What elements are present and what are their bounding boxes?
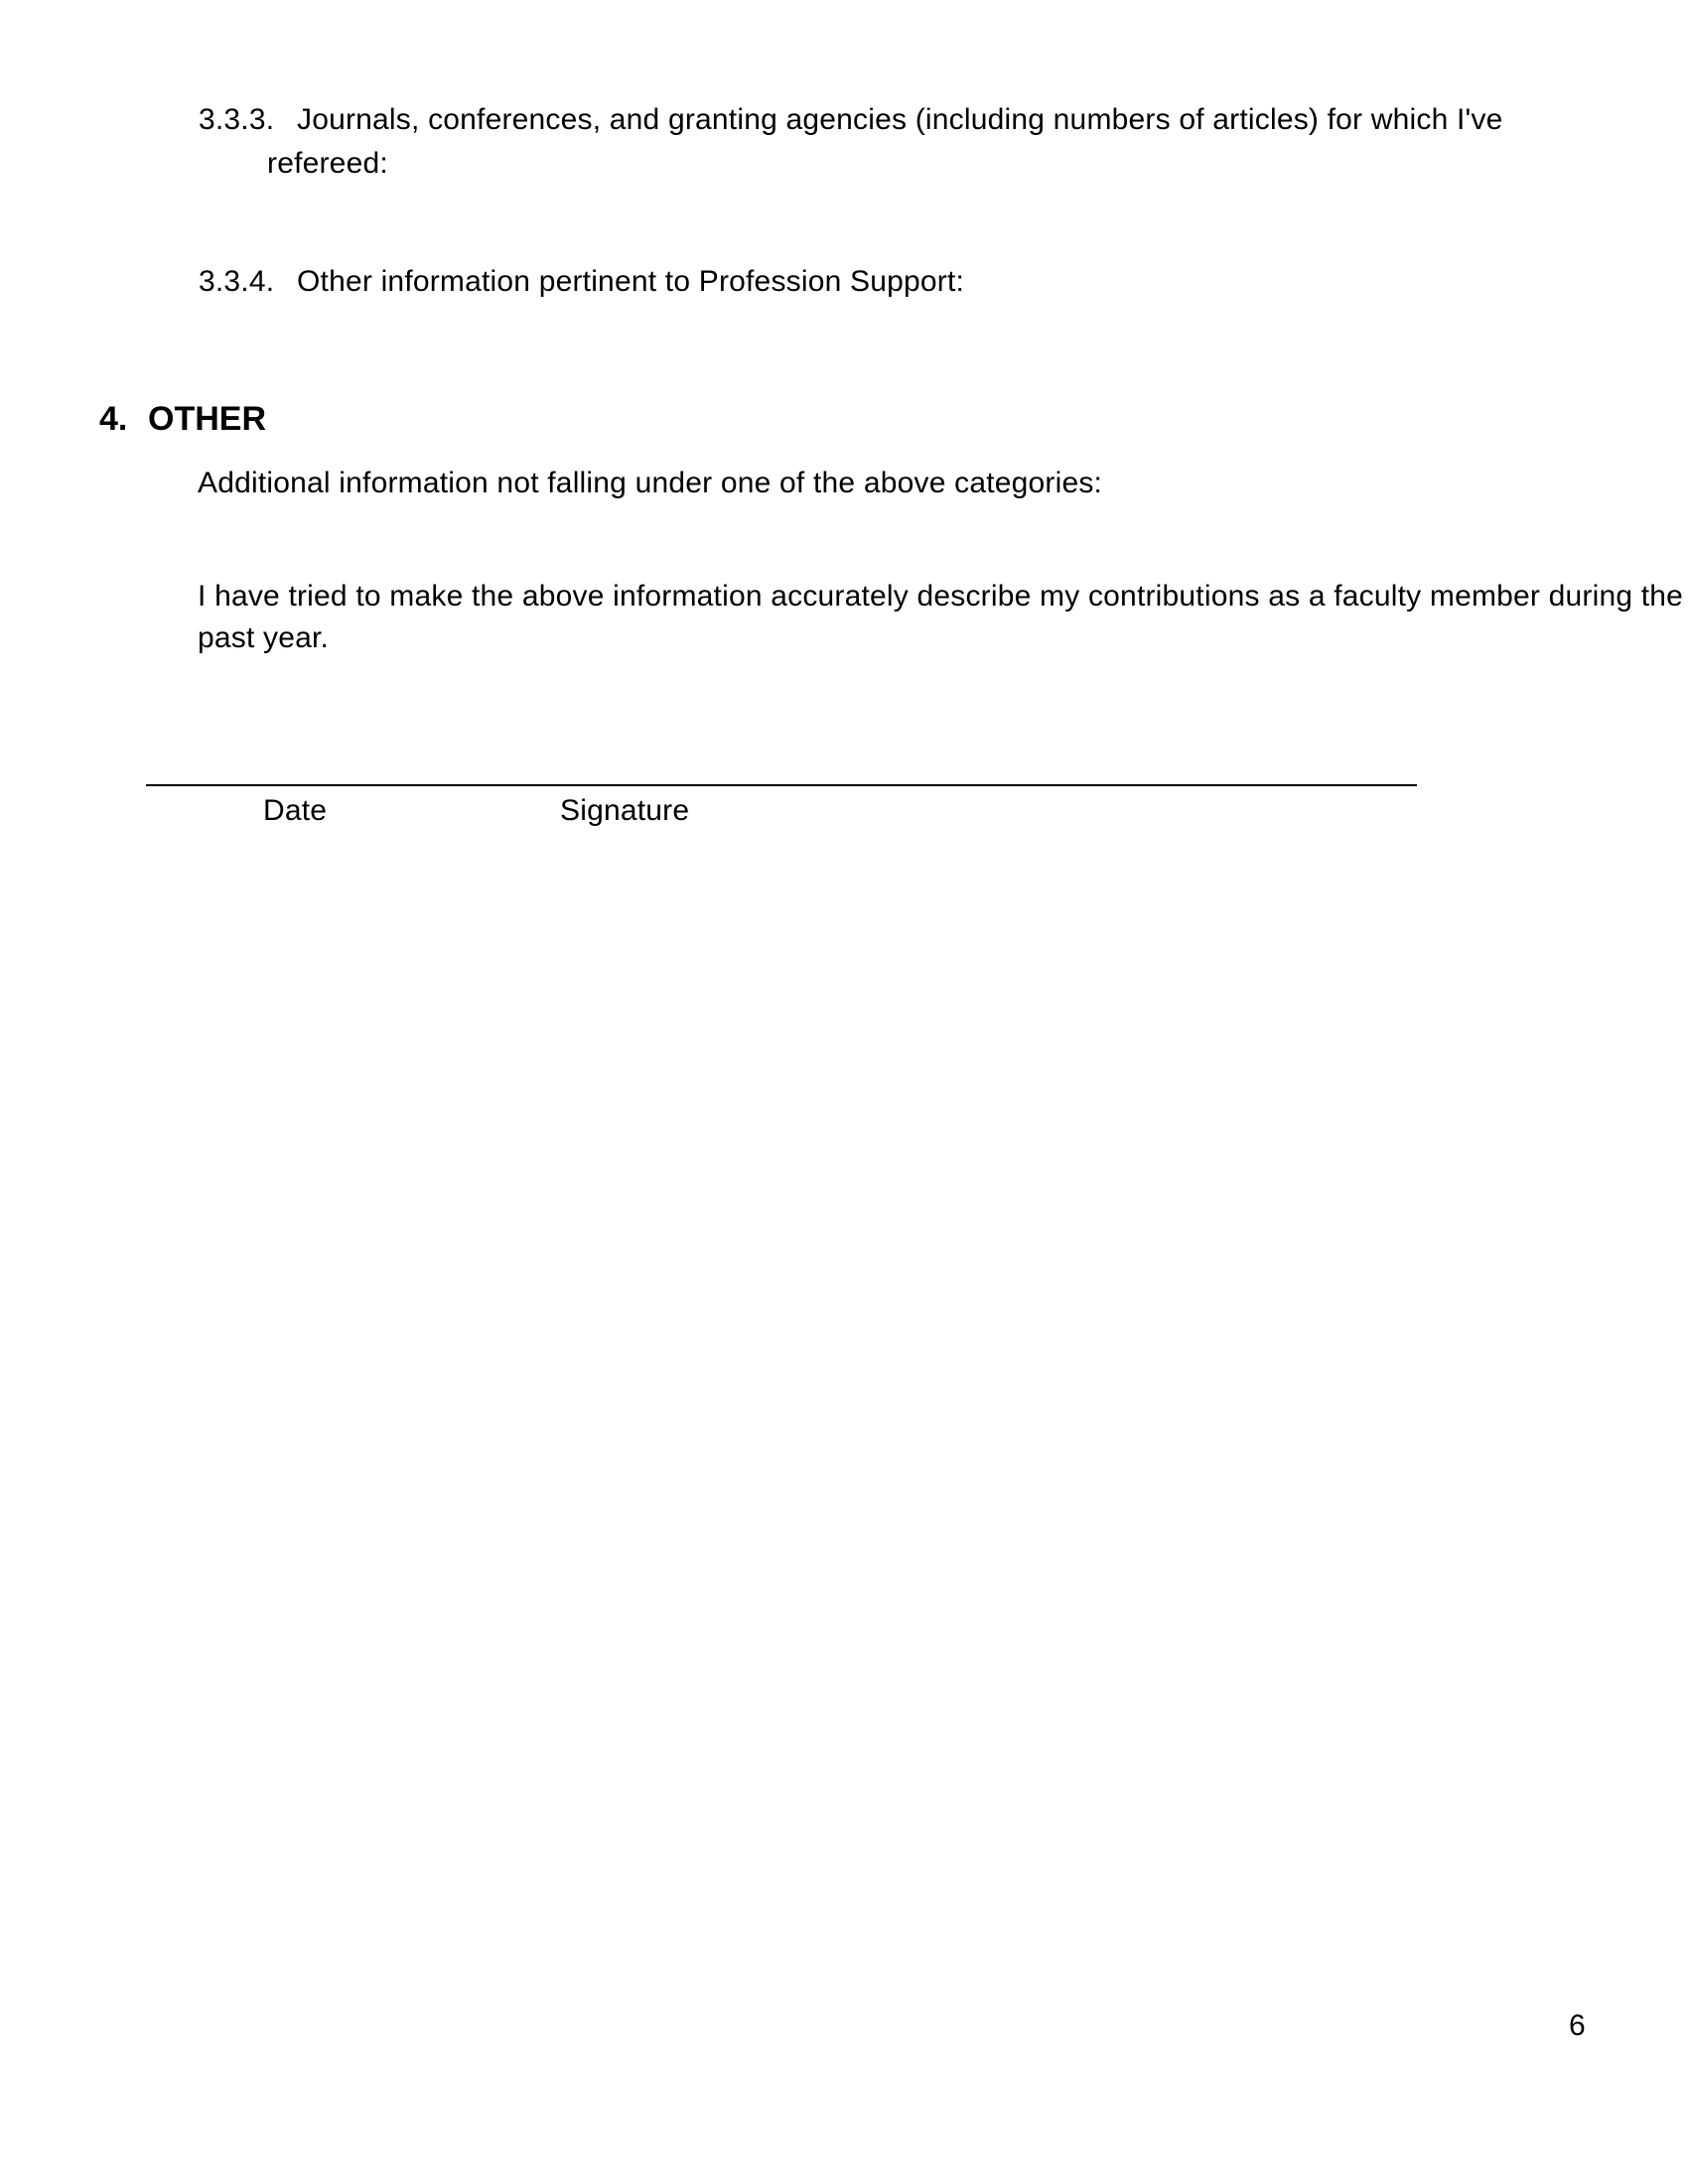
item-3-3-4-number: 3.3.4. xyxy=(199,265,275,298)
item-3-3-3-number: 3.3.3. xyxy=(199,103,275,136)
item-3-3-3-continuation: refereed: xyxy=(267,147,388,180)
item-3-3-3-text: Journals, conferences, and granting agencies (including numbers of articles) for which I've xyxy=(297,103,1503,136)
section-4-prompt: Additional information not falling under one of the above categories: xyxy=(198,467,1103,499)
date-label: Date xyxy=(263,794,328,827)
section-4-number: 4. xyxy=(99,400,128,438)
section-4-title: OTHER xyxy=(148,400,266,438)
item-3-3-4-text: Other information pertinent to Profession Support: xyxy=(297,265,965,298)
section-4-statement-line-2: past year. xyxy=(198,621,330,654)
section-4-statement-line-1: I have tried to make the above information accurately describe my contributions as a faculty member during the xyxy=(198,580,1684,613)
page-number: 6 xyxy=(1569,2009,1586,2042)
signature-line xyxy=(146,784,1417,786)
signature-label: Signature xyxy=(560,794,690,827)
